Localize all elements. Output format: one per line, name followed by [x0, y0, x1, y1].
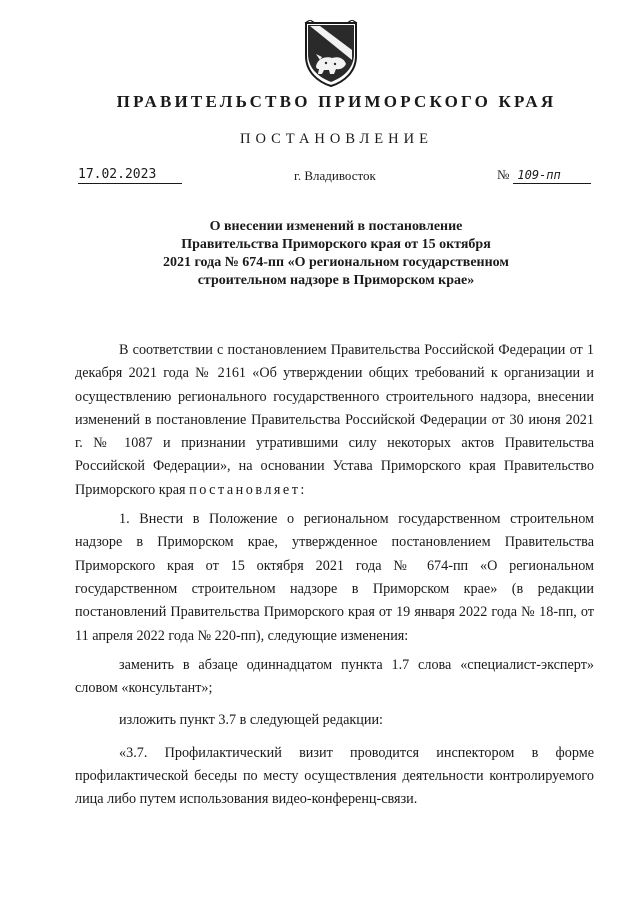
document-body: [75, 339, 594, 818]
preamble-paragraph: [75, 339, 594, 502]
heading-line: Правительства Приморского края от 15 октября: [181, 237, 491, 252]
document-date: 17.02.2023: [78, 167, 182, 184]
item-1-c-paragraph: «3.7. Профилактический визит проводится инспектором в форме профилактической беседы по месту осуществления деятельности контролируемого лица либо путем использования видео-конференц-связи.: [75, 744, 594, 808]
document-type: ПОСТАНОВЛЕНИЕ: [240, 131, 433, 147]
item-1-b-paragraph: изложить пункт 3.7 в следующей редакции:: [119, 712, 383, 729]
document-heading: [120, 218, 552, 290]
item-1-paragraph: 1. Внести в Положение о региональном государственном строительном надзоре в Приморском крае, утвержденное постановлением Правительства Приморского края от 15 октября 2021 года № 674-пп «О региональном государственном строительном надзоре в Приморском крае» (в редакции постановлений Правительства Приморского края от 19 января 2022 года № 18-пп, от 11 апреля 2022 года № 220-пп), следующие изменения:: [75, 511, 594, 644]
number-prefix: №: [497, 167, 510, 182]
number-value: 109-пп: [513, 167, 591, 184]
document-city: г. Владивосток: [294, 168, 376, 183]
heading-line: О внесении изменений в постановление: [209, 219, 463, 234]
heading-line: 2021 года № 674-пп «О региональном государственном: [163, 255, 509, 270]
government-title: ПРАВИТЕЛЬСТВО ПРИМОРСКОГО КРАЯ: [116, 92, 557, 111]
coat-of-arms-icon: [302, 20, 360, 88]
document-number: [497, 167, 592, 184]
heading-line: строительном надзоре в Приморском крае»: [197, 273, 475, 288]
resolves-word: постановляет:: [189, 481, 307, 498]
item-1-a-paragraph: заменить в абзаце одиннадцатом пункта 1.7 слова «специалист-эксперт» словом «консультант»;: [75, 656, 594, 697]
preamble-text: В соответствии с постановлением Правительства Российской Федерации от 1 декабря 2021 года № 2161 «Об утверждении общих требований к организации и осуществлению регионального государственного строительного надзора, внесении изменений в постановление Правительства Российской Федерации от 30 июня 2021 г. № 1087 и признании утратившими силу некоторых актов Правительства Российской Федерации», на основании Устава Приморского края Правительство Приморского края: [75, 342, 594, 498]
